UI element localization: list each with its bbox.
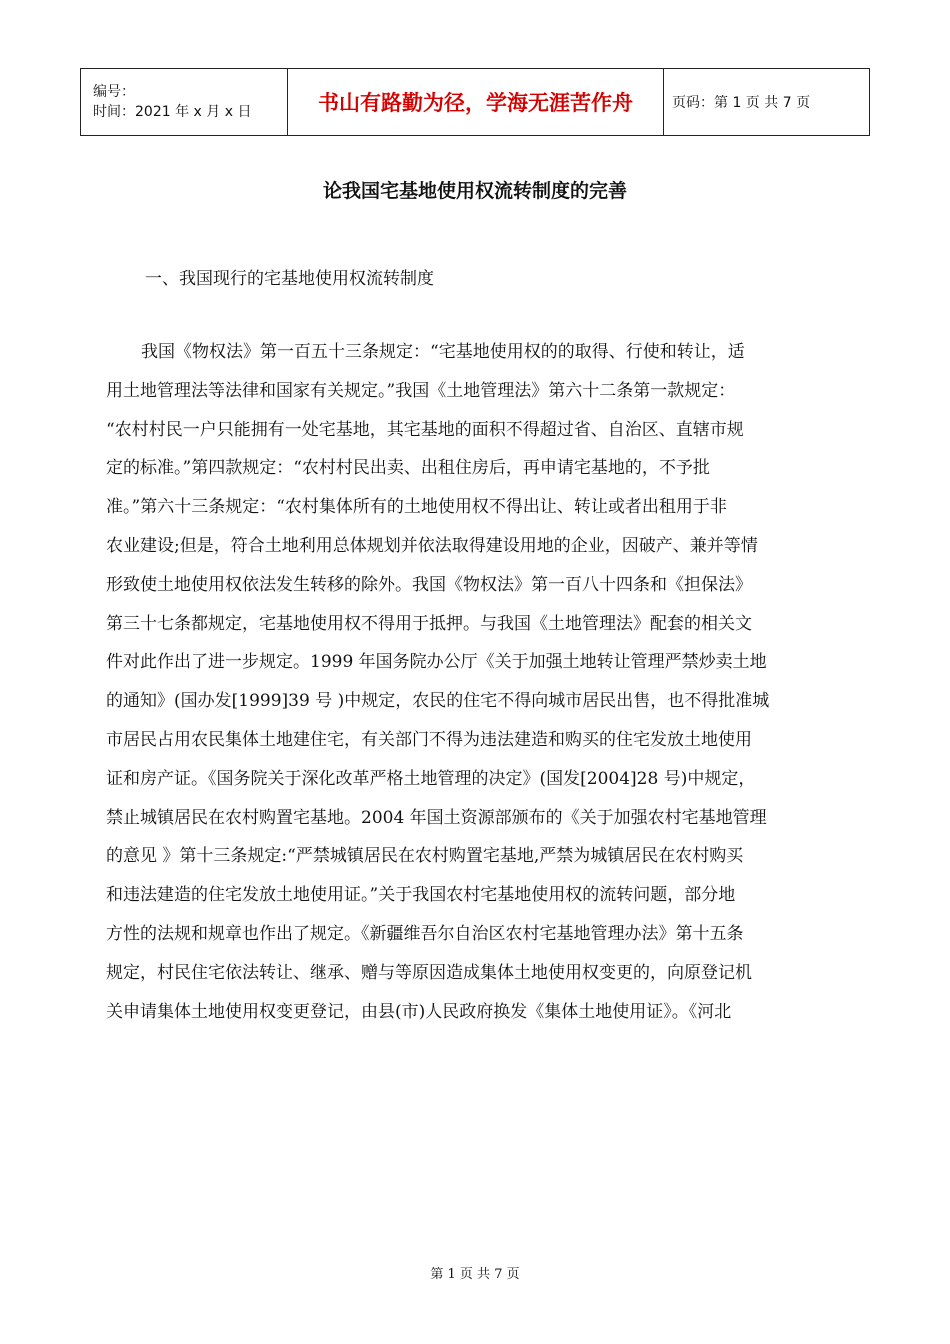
paragraph-line: 农业建设;但是，符合土地利用总体规划并依法取得建设用地的企业，因破产、兼并等情 <box>106 535 758 556</box>
header-motto: 书山有路勤为径，学海无涯苦作舟 <box>288 69 664 136</box>
paragraph-line: 件对此作出了进一步规定。1999 年国务院办公厅《关于加强土地转让管理严禁炒卖土地 <box>106 652 767 673</box>
document-number-label: 编号： <box>93 84 135 100</box>
paragraph-line: 禁止城镇居民在农村购置宅基地。2004 年国土资源部颁布的《关于加强农村宅基地管理 <box>106 807 767 828</box>
paragraph-line: 方性的法规和规章也作出了规定。《新疆维吾尔自治区农村宅基地管理办法》第十五条 <box>106 923 744 944</box>
paragraph-line: 第三十七条都规定，宅基地使用权不得用于抵押。与我国《土地管理法》配套的相关文 <box>106 613 752 634</box>
header-page-info: 页码：第 1 页 共 7 页 <box>664 69 870 136</box>
paragraph-line: 定的标准。”第四款规定：“农村村民出卖、出租住房后，再申请宅基地的，不予批 <box>106 458 710 479</box>
paragraph-line: “农村村民一户只能拥有一处宅基地，其宅基地的面积不得超过省、自治区、直辖市规 <box>106 419 744 440</box>
paragraph-line: 证和房产证。《国务院关于深化改革严格土地管理的决定》(国发[2004]28 号)中规定， <box>106 768 756 789</box>
header-meta-cell <box>81 69 288 136</box>
paragraph-line: 形致使土地使用权依法发生转移的除外。我国《物权法》第一百八十四条和《担保法》 <box>106 574 752 595</box>
paragraph-line: 准。”第六十三条规定：“农村集体所有的土地使用权不得出让、转让或者出租用于非 <box>106 497 727 518</box>
page-footer: 第 1 页 共 7 页 <box>430 1267 520 1282</box>
body-paragraph <box>106 333 840 1031</box>
paragraph-line: 市居民占用农民集体土地建住宅，有关部门不得为违法建造和购买的住宅发放土地使用 <box>106 729 752 750</box>
document-title: 论我国宅基地使用权流转制度的完善 <box>322 180 627 202</box>
section-heading: 一、我国现行的宅基地使用权流转制度 <box>145 269 434 289</box>
paragraph-line: 关申请集体土地使用权变更登记，由县(市)人民政府换发《集体土地使用证》。《河北 <box>106 1001 732 1022</box>
paragraph-line: 我国《物权法》第一百五十三条规定：“宅基地使用权的的取得、行使和转让，适 <box>141 342 745 362</box>
document-time-label: 时间：2021 年 x 月 x 日 <box>93 104 252 120</box>
paragraph-line: 规定，村民住宅依法转让、继承、赠与等原因造成集体土地使用权变更的，向原登记机 <box>106 962 752 983</box>
paragraph-line: 的通知》(国办发[1999]39 号 )中规定，农民的住宅不得向城市居民出售，也不得批准城 <box>106 691 770 712</box>
document-header-table <box>80 68 870 136</box>
paragraph-line: 和违法建造的住宅发放土地使用证。”关于我国农村宅基地使用权的流转问题，部分地 <box>106 885 736 906</box>
paragraph-line: 的意见 》第十三条规定:“严禁城镇居民在农村购置宅基地,严禁为城镇居民在农村购买 <box>106 846 744 867</box>
paragraph-line: 用土地管理法等法律和国家有关规定。”我国《土地管理法》第六十二条第一款规定： <box>106 380 736 401</box>
